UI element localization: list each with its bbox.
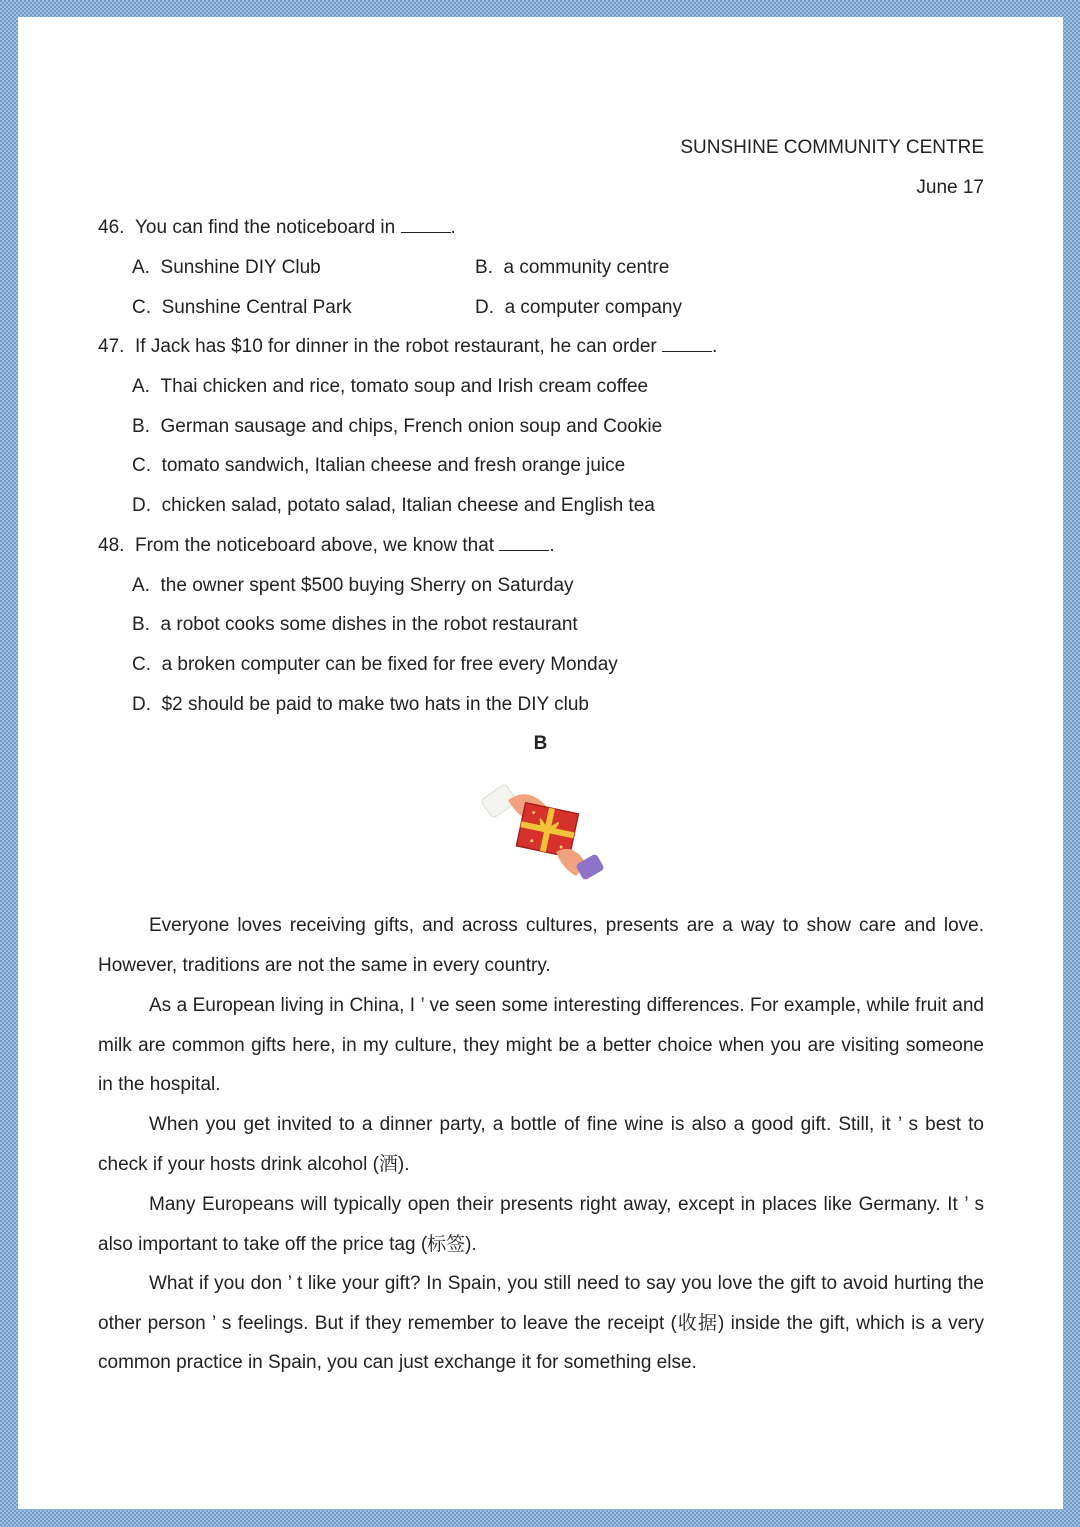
- option-47c: C. tomato sandwich, Italian cheese and fresh orange juice: [132, 455, 626, 476]
- question-stem: If Jack has $10 for dinner in the robot restaurant, he can order: [134, 336, 657, 357]
- header-organization: SUNSHINE COMMUNITY CENTRE: [680, 137, 984, 158]
- option-48c: C. a broken computer can be fixed for free every Monday: [132, 654, 618, 675]
- option-47b: B. German sausage and chips, French onion soup and Cookie: [132, 416, 663, 437]
- header-date: June 17: [916, 177, 984, 198]
- option-48b: B. a robot cooks some dishes in the robot restaurant: [132, 614, 578, 635]
- question-48: 48. From the noticeboard above, we know that .: [98, 535, 555, 556]
- answer-blank: [662, 335, 712, 352]
- question-stem: You can find the noticeboard in: [134, 217, 396, 238]
- question-46: 46. You can find the noticeboard in .: [98, 217, 456, 238]
- question-number: 48.: [98, 535, 125, 556]
- answer-blank: [499, 534, 549, 551]
- option-48d: D. $2 should be paid to make two hats in the DIY club: [132, 694, 589, 715]
- paragraph-1: Everyone loves receiving gifts, and across cultures, presents are a way to show care and love. However, traditions are not the same in every country.: [98, 915, 984, 976]
- paragraph-3: When you get invited to a dinner party, a bottle of fine wine is also a good gift. Still, it ’ s best to check if your hosts drink alcohol (酒).: [98, 1114, 984, 1175]
- paragraph-2: As a European living in China, I ’ ve seen some interesting differences. For example, while fruit and milk are common gifts here, in my culture, they might be a better choice when you are visiting someone in the hospital.: [98, 995, 984, 1096]
- option-46b: B. a community centre: [475, 257, 670, 278]
- question-number: 46.: [98, 217, 125, 238]
- gift-illustration: [478, 772, 608, 892]
- section-b-heading: B: [533, 733, 548, 754]
- option-46a: A. Sunshine DIY Club: [132, 257, 321, 278]
- option-46d: D. a computer company: [475, 297, 682, 318]
- paragraph-4: Many Europeans will typically open their presents right away, except in places like Germany. It ’ s also important to take off the price tag (标签).: [98, 1194, 984, 1255]
- option-46c: C. Sunshine Central Park: [132, 297, 352, 318]
- question-number: 47.: [98, 336, 125, 357]
- question-stem: From the noticeboard above, we know that: [134, 535, 495, 556]
- option-47d: D. chicken salad, potato salad, Italian cheese and English tea: [132, 495, 655, 516]
- question-47: 47. If Jack has $10 for dinner in the robot restaurant, he can order .: [98, 336, 718, 357]
- paragraph-5: What if you don ’ t like your gift? In Spain, you still need to say you love the gift to avoid hurting the other person ’ s feelings. But if they remember to leave the receipt (收据) inside the gift, which is a very common practice in Spain, you can just exchange it for something else.: [98, 1273, 984, 1374]
- answer-blank: [401, 216, 451, 233]
- worksheet-page: [18, 17, 1063, 1509]
- option-48a: A. the owner spent $500 buying Sherry on Saturday: [132, 575, 574, 596]
- option-47a: A. Thai chicken and rice, tomato soup and Irish cream coffee: [132, 376, 649, 397]
